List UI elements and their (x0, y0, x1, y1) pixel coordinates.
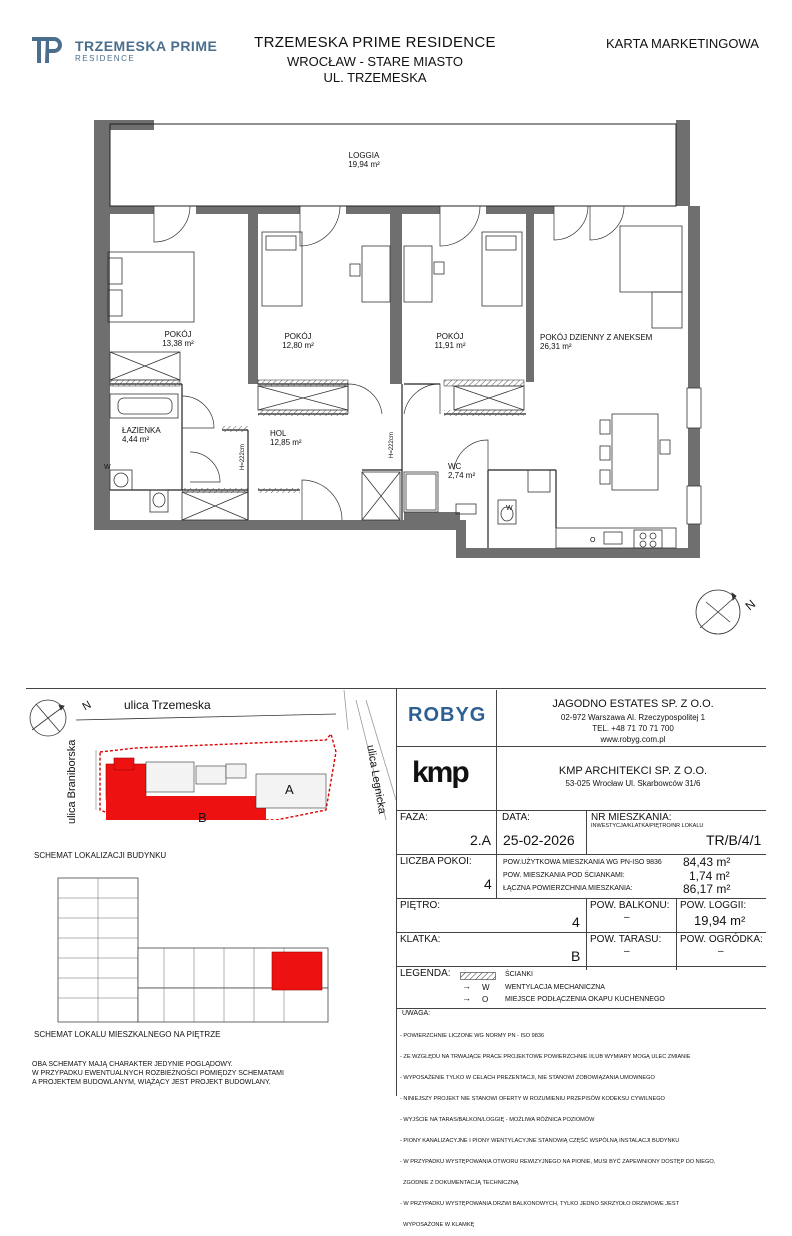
room-label-bathroom: ŁAZIENKA 4,44 m² (122, 426, 161, 444)
note-line: - W PRZYPADKU WYSTĘPOWANIA DRZWI BALKONOWYCH, TYLKO JEDNO SKRZYDŁO DRZWIOWE JEST (400, 1201, 679, 1207)
street-trzemeska: ulica Trzemeska (124, 698, 211, 712)
city-line: WROCŁAW - STARE MIASTO (287, 54, 463, 69)
legend-item-ventilation: WENTYLACJA MECHANICZNA (505, 984, 605, 991)
notes-list (400, 1019, 760, 1236)
north-arrow-icon (696, 590, 740, 634)
rooms-value: 4 (484, 876, 492, 892)
note-line: - NINIEJSZY PROJEKT NIE STANOWI OFERTY W ROZUMIENIU PRZEPISÓW KODEKSU CYWILNEGO (400, 1096, 665, 1102)
faza-value: 2.A (470, 832, 492, 848)
kmp-logo: kmp (412, 756, 468, 789)
data-label: DATA: (502, 812, 530, 823)
area-row-2-label: POW. MIESZKANIA POD ŚCIANKAMI: (503, 872, 625, 879)
architect-address: 53-025 Wrocław Ul. Skarbowców 31/6 (565, 779, 701, 788)
note-line: - POWIERZCHNIE LICZONE WG NORMY PN - ISO 9836 (400, 1033, 545, 1039)
developer-phone: TEL. +48 71 70 71 700 (592, 724, 674, 733)
legend-item-hood: MIEJSCE PODŁĄCZENIA OKAPU KUCHENNEGO (505, 996, 665, 1003)
brand-name: TRZEMESKA PRIME (75, 38, 218, 54)
street-line: UL. TRZEMESKA (323, 70, 427, 85)
area-row-1-label: POW.UŻYTKOWA MIESZKANIA WG PN-ISO 9836 (503, 859, 662, 866)
note-line: - PIONY KANALIZACYJNE I PIONY WENTYLACYJNE STANOWIĄ CZĘŚĆ WSPÓLNĄ INSTALACJI BUDYNKU (400, 1138, 680, 1144)
legend-item-walls: ŚCIANKI (505, 971, 534, 978)
note-line: - W PRZYPADKU WYSTĘPOWANIA OTWORU REWIZYJNEGO NA PIONIE, MUSI BYĆ ZAPEWNIONY DOSTĘP DO NIEGO, (400, 1159, 716, 1165)
height-label-2: H=222cm (389, 432, 395, 458)
room-label-bedroom-3: POKÓJ 11,91 m² (434, 332, 466, 350)
architect-name: KMP ARCHITEKCI SP. Z O.O. (558, 765, 708, 777)
room-label-wc: WC 2,74 m² (448, 462, 476, 480)
note-line: ZGODNIE Z DOKUMENTACJĄ TECHNICZNĄ (400, 1180, 519, 1186)
legend-label: LEGENDA: (400, 968, 451, 979)
ogrodek-label: POW. OGRÓDKA: (680, 934, 763, 945)
ogrodek-value: – (718, 946, 724, 957)
room-label-loggia: LOGGIA 19,94 m² (348, 151, 380, 169)
site-plan (26, 690, 396, 820)
legend-symbol-w: W (482, 983, 490, 992)
note-line: - ZE WZGLĘDU NA TRWAJĄCE PRACE PROJEKTOWE POWIERZCHNIE I/LUB WYMIARY MOGĄ ULEC ZMIANIE (400, 1054, 691, 1060)
room-label-bedroom-1: POKÓJ 13,38 m² (162, 330, 194, 348)
street-braniborska: ulica Braniborska (66, 739, 78, 824)
height-label-1: H=222cm (240, 444, 246, 470)
legend-arrow-icon-w: → (462, 981, 471, 991)
hood-marker: O (590, 537, 596, 544)
legend-symbol-o: O (482, 995, 489, 1004)
area-row-1-value: 84,43 m² (683, 855, 731, 869)
balkon-label: POW. BALKONU: (590, 900, 670, 911)
developer-name: JAGODNO ESTATES SP. Z O.O. (552, 698, 714, 710)
legend-arrow-icon-o: → (462, 993, 471, 1003)
building-b-label: B (198, 810, 207, 825)
area-row-2-value: 1,74 m² (689, 869, 730, 883)
nr-value: TR/B/4/1 (706, 832, 762, 848)
taras-label: POW. TARASU: (590, 934, 662, 945)
nr-label: NR MIESZKANIA: (591, 812, 672, 823)
area-row-3-label: ŁĄCZNA POWIERZCHNIA MIESZKANIA: (503, 885, 633, 892)
note-line: - WYPOSAŻENIE TYLKO W CELACH PREZENTACJI, NIE STANOWI ZOBOWIĄZANIA UMOWNEGO (400, 1075, 655, 1081)
area-row-3-value: 86,17 m² (683, 882, 731, 896)
floor-schema (44, 868, 344, 1028)
caption-floor: SCHEMAT LOKALU MIESZKALNEGO NA PIĘTRZE (34, 1030, 221, 1039)
north-label: N (742, 596, 759, 614)
building-a-label: A (285, 782, 294, 797)
legend-hatch-icon (460, 972, 496, 980)
klatka-value: B (571, 948, 581, 964)
developer-web: www.robyg.com.pl (600, 735, 666, 744)
loggia-value: 19,94 m² (694, 913, 746, 928)
disclaimer-3: A PROJEKTEM BUDOWLANYM, WIĄŻĄCY JEST PROJEKT BUDOWLANY. (32, 1079, 271, 1086)
rooms-label: LICZBA POKOI: (400, 856, 472, 867)
card-type: KARTA MARKETINGOWA (606, 36, 759, 51)
room-label-bedroom-2: POKÓJ 12,80 m² (282, 332, 314, 350)
room-label-hall: HOL 12,85 m² (270, 429, 302, 447)
klatka-label: KLATKA: (400, 934, 441, 945)
developer-address: 02-972 Warszawa Al. Rzeczypospolitej 1 (560, 713, 706, 722)
note-line: - WYJŚCIE NA TARAS/BALKON/LOGGIĘ - MOŻLIWA RÓŻNICA POZIOMÓW (400, 1117, 595, 1123)
disclaimer-1: OBA SCHEMATY MAJĄ CHARAKTER JEDYNIE POGLĄDOWY. (32, 1061, 233, 1068)
loggia-label: POW. LOGGII: (680, 900, 747, 911)
ventilation-marker: W (104, 464, 111, 471)
street-legnicka: ulica Legnicka (364, 744, 389, 815)
disclaimer-2: W PRZYPADKU EWENTUALNYCH ROZBIEŻNOŚCI POMIĘDZY SCHEMATAMI (32, 1070, 284, 1077)
faza-label: FAZA: (400, 812, 428, 823)
nr-sub: INWESTYCJA/KLATKA/PIĘTRO/NR LOKALU (591, 823, 704, 829)
brand-subtitle: RESIDENCE (75, 54, 136, 63)
balkon-value: – (624, 912, 630, 923)
taras-value: – (624, 946, 630, 957)
pietro-value: 4 (572, 914, 580, 930)
site-north-label: N (80, 698, 94, 714)
room-label-living: POKÓJ DZIENNY Z ANEKSEM 26,31 m² (540, 333, 653, 351)
caption-location: SCHEMAT LOKALIZACJI BUDYNKU (34, 851, 167, 860)
data-value: 25-02-2026 (503, 832, 575, 848)
note-line: WYPOSAŻONE W KLAMKĘ (400, 1222, 475, 1228)
robyg-logo: ROBYG (408, 704, 487, 726)
ventilation-marker-wc: W (506, 505, 513, 512)
pietro-label: PIĘTRO: (400, 900, 441, 911)
notes-title: UWAGA: (402, 1010, 431, 1017)
page-title: TRZEMESKA PRIME RESIDENCE (254, 34, 496, 51)
